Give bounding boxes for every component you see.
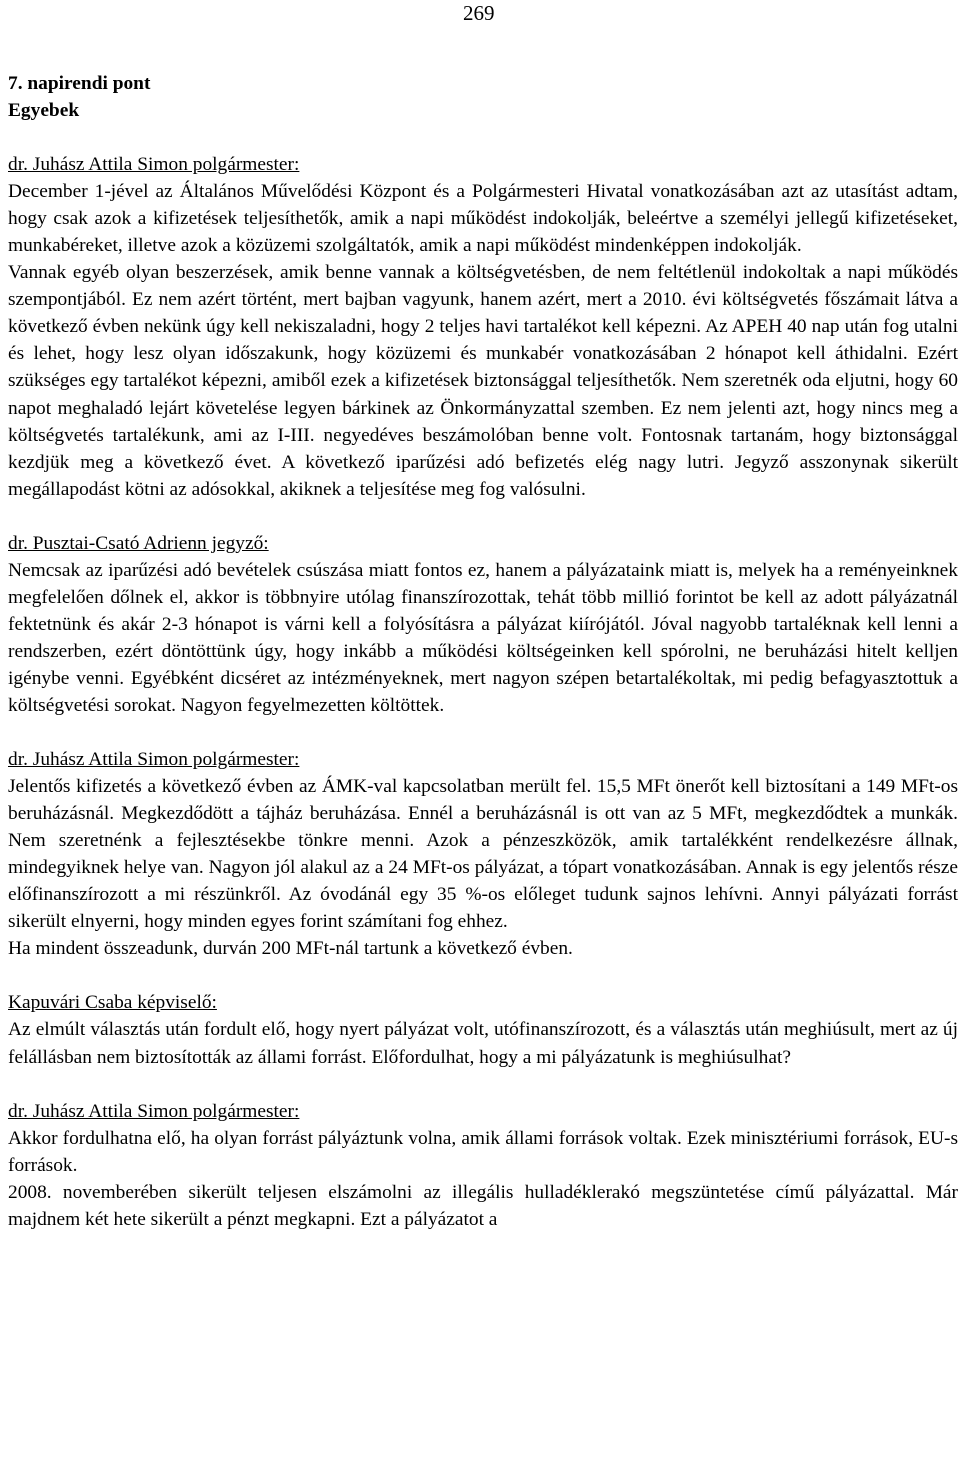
spacer (8, 1071, 958, 1098)
speech-section (8, 989, 958, 1070)
agenda-item: 7. napirendi pont (8, 73, 151, 94)
speech-paragraph: Az elmúlt választás után fordult elő, hogy nyert pályázat volt, utófinanszírozott, és a választás után meghiúsult, mert az új felállásban nem biztosították az állami forrást. Előfordulhat, hogy a mi pályázatunk is meghiúsulhat? (8, 1019, 958, 1068)
document-body (8, 70, 958, 1233)
speech-paragraph: Jelentős kifizetés a következő évben az ÁMK-val kapcsolatban merült fel. 15,5 MFt önerőt kell biztosítani a 149 MFt-os beruházásnál. Megkezdődött a tájház beruházása. Ennél a beruházásnál is ott van az 5 MFt, megkezdődtek a munkák. Nem szeretnénk a fejlesztésekbe tönkre menni. Azok a pénzeszközök, amik tartalékként rendelkezésre állnak, mindegyiknek helye van. Nagyon jól alakul az a 24 MFt-os pályázat, a tópart vonatkozásában. Annak is egy jelentős része előfinanszírozott a mi részünkről. Az óvodánál egy 35 %-os előleget tudunk sajnos lehívni. Annyi pályázati forrást sikerült elnyerni, hogy minden egyes forint számítani fog ehhez. (8, 776, 958, 933)
speaker-name: dr. Juhász Attila Simon polgármester: (8, 749, 300, 771)
speech-paragraph: 2008. novemberében sikerült teljesen elszámolni az illegális hulladéklerakó megszüntetése című pályázattal. Már majdnem két hete sikerült a pénzt megkapni. Ezt a pályázatot a (8, 1181, 958, 1230)
speech-section (8, 1098, 958, 1233)
spacer (8, 503, 958, 530)
speech-paragraph: Ha mindent összeadunk, durván 200 MFt-nál tartunk a következő évben. (8, 938, 573, 960)
speech-paragraph: December 1-jével az Általános Művelődési Központ és a Polgármesteri Hivatal vonatkozásában azt az utasítást adtam, hogy csak azok a kifizetések teljesíthetők, amik a napi működést indokolják, beleértve a személyi jellegű kifizetéseket, munkabéreket, illetve azok a közüzemi szolgáltatók, amik a napi működést mindenképpen indokolják. (8, 181, 958, 257)
speaker-name: dr. Juhász Attila Simon polgármester: (8, 1100, 300, 1122)
speech-paragraph: Nemcsak az iparűzési adó bevételek csúszása miatt fontos ez, hanem a pályázataink miatt is, melyek ha a reményeinknek megfelelően dőlnek el, akkor is többnyire utólag finanszírozottak, tehát több millió forintot be kell az adott pályázatnál fektetnünk és akár 2-3 hónapot is várni kell a folyósításra a pályázat kiírójától. Jóval nagyobb tartaléknak kell lenni a rendszerben, ezért döntöttünk úgy, hogy inkább a működési költségeinken kell spórolni, ne beruházási hitelt kelljen igénybe venni. Egyébként dicséret az intézményeknek, mert nagyon szépen betartalékoltak, mi pedig befagyasztottuk a költségvetési sorokat. Nagyon fegyelmezetten költöttek. (8, 559, 958, 716)
speech-section (8, 151, 958, 503)
speech-section (8, 746, 958, 962)
spacer (8, 962, 958, 989)
spacer (8, 719, 958, 746)
speech-section (8, 530, 958, 719)
spacer (8, 124, 958, 151)
speaker-name: dr. Pusztai-Csató Adrienn jegyző: (8, 532, 269, 554)
speech-paragraph: Vannak egyéb olyan beszerzések, amik benne vannak a költségvetésben, de nem feltétlenül indokoltak a napi működés szempontjából. Ez nem azért történt, mert bajban vagyunk, hanem azért, mert a 2010. évi költségvetés főszámait látva a következő évben nekünk úgy kell nekiszaladni, hogy 2 teljes havi tartalékot kell képezni. Az APEH 40 nap után fog utalni és lehet, hogy lesz olyan időszakunk, hogy közüzemi és munkabér vonatkozásában 2 hónapot kell áthidalni. Ezért szükséges egy tartalékot képezni, amiből ezek a kifizetések biztonsággal teljesíthetők. Nem szeretnék oda eljutni, hogy 60 napot meghaladó lejárt követelése legyen bárkinek az Önkormányzattal szemben. Ez nem jelenti azt, hogy nincs meg a költségvetés tartalékunk, ami az I-III. negyedéves beszámolóban benne volt. Fontosnak tartanám, hogy biztonsággal kezdjük meg a következő évet. A következő iparűzési adó befizetés elég nagy lutri. Jegyző asszonynak sikerült megállapodást kötni az adósokkal, akiknek a teljesítése meg fog valósulni. (8, 262, 958, 500)
agenda-title: Egyebek (8, 100, 80, 122)
page-number: 269 (463, 1, 495, 25)
speaker-name: Kapuvári Csaba képviselő: (8, 992, 217, 1014)
speech-paragraph: Akkor fordulhatna elő, ha olyan forrást pályáztunk volna, amik állami források voltak. Ezek minisztériumi források, EU-s források. (8, 1127, 958, 1176)
speaker-name: dr. Juhász Attila Simon polgármester: (8, 154, 300, 176)
